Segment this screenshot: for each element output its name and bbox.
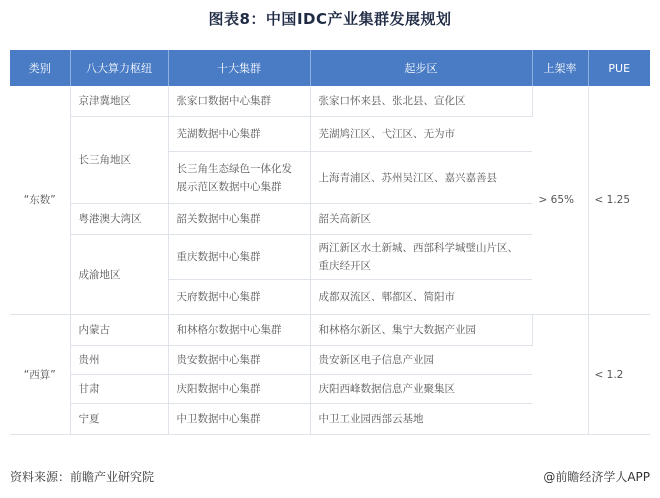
hub-cell: 长三角地区 — [70, 117, 168, 204]
zone-cell: 庆阳西峰数据信息产业聚集区 — [310, 375, 532, 404]
page-title: 图表8：中国IDC产业集群发展规划 — [208, 10, 452, 28]
zone-cell: 芜湖鸠江区、弋江区、无为市 — [310, 117, 532, 152]
zone-cell: 张家口怀来县、张北县、宣化区 — [310, 86, 532, 117]
rate-west — [532, 315, 588, 435]
cluster-cell: 长三角生态绿色一体化发展示范区数据中心集群 — [168, 152, 310, 204]
zone-cell: 两江新区水土新城、西部科学城璧山片区、重庆经开区 — [310, 235, 532, 280]
category-east: “东数” — [10, 86, 70, 315]
table-row — [10, 86, 650, 117]
idc-cluster-table — [10, 50, 650, 435]
cluster-cell: 重庆数据中心集群 — [168, 235, 310, 280]
header-cluster: 十大集群 — [168, 50, 310, 86]
pue-west: < 1.2 — [588, 315, 650, 435]
hub-cell: 甘肃 — [70, 375, 168, 404]
zone-cell: 成都双流区、郫都区、简阳市 — [310, 280, 532, 315]
hub-cell: 粤港澳大湾区 — [70, 204, 168, 235]
table-header-row — [10, 50, 650, 86]
category-west: “西算” — [10, 315, 70, 435]
cluster-cell: 芜湖数据中心集群 — [168, 117, 310, 152]
hub-cell: 成渝地区 — [70, 235, 168, 315]
cluster-cell: 韶关数据中心集群 — [168, 204, 310, 235]
zone-cell: 韶关高新区 — [310, 204, 532, 235]
cluster-cell: 天府数据中心集群 — [168, 280, 310, 315]
zone-cell: 上海青浦区、苏州吴江区、嘉兴嘉善县 — [310, 152, 532, 204]
pue-east: < 1.25 — [588, 86, 650, 315]
zone-cell: 和林格尔新区、集宁大数据产业园 — [310, 315, 532, 346]
hub-cell: 内蒙古 — [70, 315, 168, 346]
cluster-cell: 和林格尔数据中心集群 — [168, 315, 310, 346]
source-note: 资料来源：前瞻产业研究院 — [10, 470, 155, 484]
hub-cell: 贵州 — [70, 346, 168, 375]
cluster-cell: 庆阳数据中心集群 — [168, 375, 310, 404]
header-hub: 八大算力枢纽 — [70, 50, 168, 86]
cluster-cell: 中卫数据中心集群 — [168, 404, 310, 435]
hub-cell: 京津冀地区 — [70, 86, 168, 117]
header-rate: 上架率 — [532, 50, 588, 86]
rate-east: > 65% — [532, 86, 588, 315]
header-pue: PUE — [588, 50, 650, 86]
header-category: 类别 — [10, 50, 70, 86]
zone-cell: 贵安新区电子信息产业园 — [310, 346, 532, 375]
brand-credit: @前瞻经济学人APP — [543, 470, 650, 484]
table-row — [10, 315, 650, 346]
hub-cell: 宁夏 — [70, 404, 168, 435]
zone-cell: 中卫工业园西部云基地 — [310, 404, 532, 435]
cluster-cell: 张家口数据中心集群 — [168, 86, 310, 117]
cluster-cell: 贵安数据中心集群 — [168, 346, 310, 375]
header-zone: 起步区 — [310, 50, 532, 86]
